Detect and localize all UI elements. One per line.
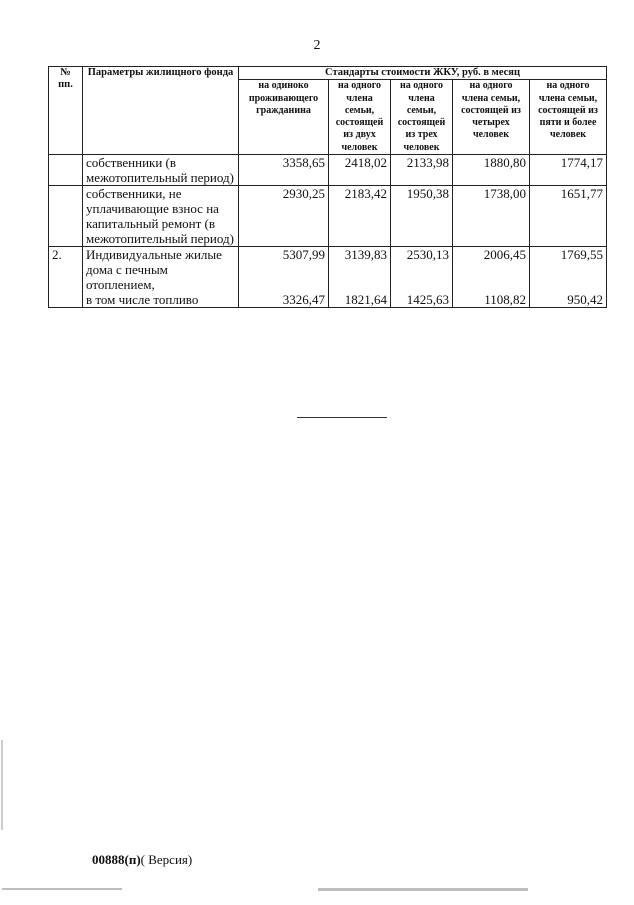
row-number [49,186,83,247]
scan-artifact [1,740,3,830]
value-fuel: 1425,63 [406,292,449,308]
value-family-two: 2183,42 [329,186,391,247]
value-total: 3139,83 [344,247,387,263]
page-number: 2 [313,38,321,53]
separator-line [297,417,387,418]
table-row [49,155,607,186]
value-family-four: 1880,80 [453,155,530,186]
document-code-number: 00888(п) [92,852,141,867]
row-parameter [83,247,239,308]
value-total: 5307,99 [282,247,325,263]
value-single: 2930,25 [239,186,329,247]
document-version: ( Версия) [140,852,193,867]
scan-artifact [2,888,122,890]
value-total: 2530,13 [406,247,449,263]
row-parameter: собственники, не уплачивающие взнос на капитальный ремонт (в межотопительный период) [83,186,239,247]
header-num: № пп. [49,67,83,155]
value-family-five-plus: 1774,17 [530,155,607,186]
header-family-five-plus: на одного члена семьи, состоящей из пяти и более человек [530,80,607,155]
header-single: на одиноко проживающего гражданина [239,80,329,155]
value-family-five-plus [530,247,607,308]
value-fuel: 1108,82 [484,292,526,308]
table-row [49,247,607,308]
value-fuel: 3326,47 [282,292,325,308]
value-fuel: 950,42 [567,292,604,308]
row-number [49,155,83,186]
value-total: 2006,45 [483,247,526,263]
scan-artifact [318,888,528,891]
document-code [92,852,192,868]
value-family-three: 2133,98 [391,155,453,186]
header-family-three: на одного члена семьи, состоящей из трех человек [391,80,453,155]
row-parameter-main: Индивидуальные жилые дома с печным отоплением, [86,247,222,293]
header-row-top [49,67,607,80]
header-standards: Стандарты стоимости ЖКУ, руб. в месяц [239,67,607,80]
value-family-five-plus: 1651,77 [530,186,607,247]
value-family-two: 2418,02 [329,155,391,186]
value-family-four: 1738,00 [453,186,530,247]
value-family-three: 1950,38 [391,186,453,247]
header-family-two: на одного члена семьи, состоящей из двух человек [329,80,391,155]
row-parameter: собственники (в межотопительный период) [83,155,239,186]
row-parameter-sub: в том числе топливо [86,292,199,308]
value-family-three [391,247,453,308]
value-family-two [329,247,391,308]
value-single: 3358,65 [239,155,329,186]
table-row [49,186,607,247]
housing-cost-standards-table [48,66,607,308]
row-number: 2. [49,247,83,308]
value-family-four [453,247,530,308]
value-single [239,247,329,308]
value-fuel: 1821,64 [344,292,387,308]
header-params: Параметры жилищного фонда [83,67,239,155]
header-family-four: на одного члена семьи, состоящей из четырех человек [453,80,530,155]
value-total: 1769,55 [560,247,604,263]
